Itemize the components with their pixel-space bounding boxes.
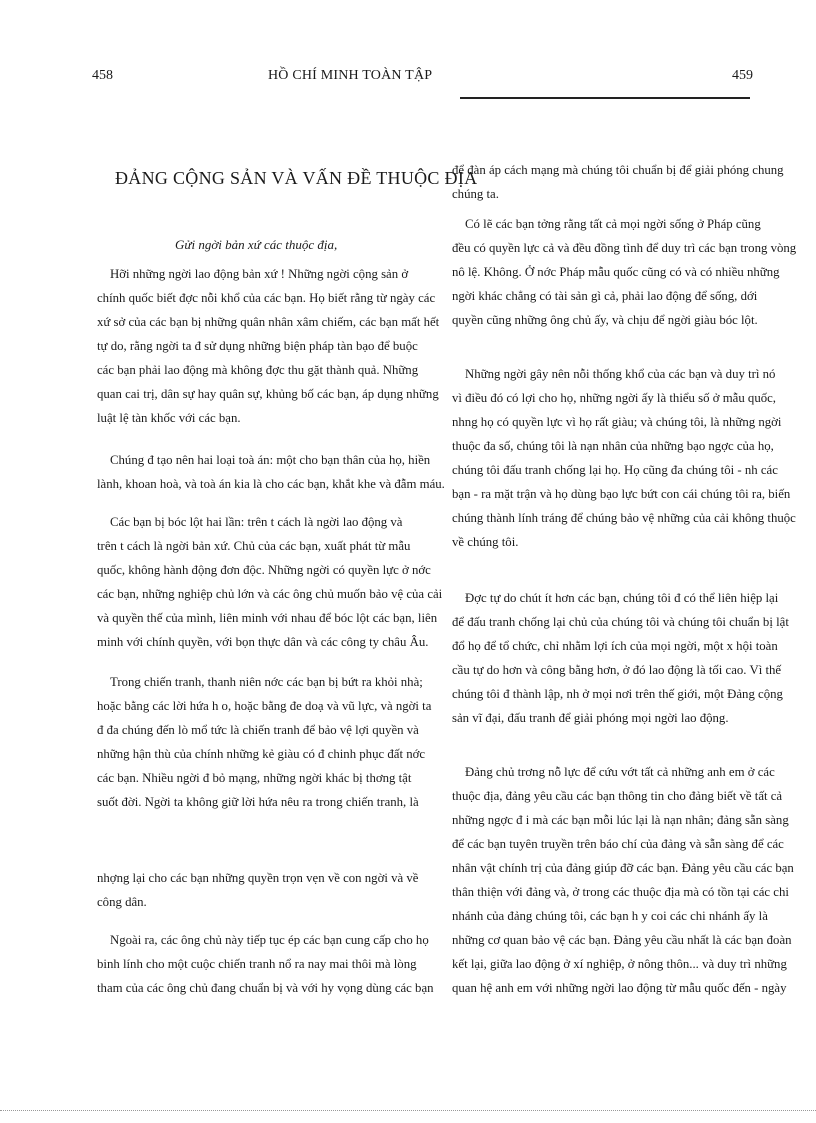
- text-line: sản vĩ đại, đấu tranh để giải phóng mọi ngời lao động.: [452, 711, 729, 725]
- text-line: các bạn phải lao động mà không đợc thu gặt thành quả. Những: [97, 363, 419, 377]
- text-line: các bạn, những nghiệp chủ lớn và các ông chủ muốn bảo vệ của cải: [97, 587, 443, 601]
- text-line: ngời khác chẳng có tài sản gì cả, phải lao động để sống, dới: [452, 289, 758, 303]
- text-line: nô lệ. Không. Ở nớc Pháp mẫu quốc cũng có và có nhiều những: [452, 265, 780, 279]
- paragraph: [97, 448, 445, 496]
- paragraph: [452, 158, 784, 206]
- text-line: Các bạn bị bóc lột hai lần: trên t cách là ngời lao động và: [110, 515, 403, 529]
- text-line: Hỡi những ngời lao động bản xứ ! Những ngời cộng sản ở: [110, 267, 409, 281]
- text-line: nhợng lại cho các bạn những quyền trọn vẹn về con ngời và về: [97, 871, 419, 885]
- text-line: hoặc bằng các lời hứa h o, hoặc bằng đe doạ và vũ lực, và ngời ta: [97, 699, 432, 713]
- text-line: công dân.: [97, 895, 147, 909]
- text-line: đều có quyền lực cả và đều đồng tình để duy trì các bạn trong vòng: [452, 241, 797, 255]
- text-line: thuộc địa, đảng yêu cầu các bạn thông tin cho đảng biết về tất cả: [452, 789, 783, 803]
- paragraph: [452, 760, 794, 1000]
- bottom-dotted-edge: [0, 1110, 816, 1112]
- text-line: Chúng đ tạo nên hai loại toà án: một cho bạn thân của họ, hiền: [110, 453, 431, 467]
- text-line: quan hệ anh em với những ngời lao động từ mẫu quốc đến - ngày: [452, 981, 787, 995]
- text-line: chính quốc biết đợc nỗi khổ của các bạn. Họ biết rằng từ ngày các: [97, 291, 436, 305]
- text-line: binh lính cho một cuộc chiến tranh nổ ra nay mai thôi mà lòng: [97, 957, 417, 971]
- text-line: thuộc đa số, chúng tôi là nạn nhân của những bạo ngợc của họ,: [452, 439, 774, 453]
- paragraph: [452, 362, 796, 554]
- text-line: những cơ quan bảo vệ các bạn. Đảng yêu cầu nhất là các bạn đoàn: [452, 933, 792, 947]
- text-line: quốc, không hành động đơn độc. Những ngời có quyền lực ở nớc: [97, 563, 431, 577]
- text-line: Trong chiến tranh, thanh niên nớc các bạn bị bứt ra khỏi nhà;: [110, 675, 423, 689]
- text-line: nhng họ có quyền lực vì họ rất giàu; và chúng tôi, là những ngời: [452, 415, 782, 429]
- paragraph: [452, 212, 797, 332]
- text-line: Đảng chủ trơng nỗ lực để cứu vớt tất cả những anh em ở các: [465, 765, 775, 779]
- text-line: suốt đời. Ngời ta không giữ lời hứa nêu ra trong chiến tranh, là: [97, 795, 419, 809]
- text-line: luật lệ tàn khốc với các bạn.: [97, 411, 241, 425]
- running-title: HỒ CHÍ MINH TOÀN TẬP: [268, 68, 433, 83]
- text-line: quan cai trị, dân sự hay quân sự, khủng bố các bạn, áp dụng những: [97, 387, 439, 401]
- paragraph: [97, 510, 443, 654]
- text-line: trên t cách là ngời bản xứ. Chủ của các bạn, xuất phát từ mẫu: [97, 539, 411, 553]
- text-line: đổ họ để tổ chức, chỉ nhằm lợi ích của mọi ngời, một x hội toàn: [452, 639, 778, 653]
- article-title: ĐẢNG CỘNG SẢN VÀ VẤN ĐỀ THUỘC ĐỊA: [115, 168, 478, 188]
- paragraph: [97, 928, 434, 1000]
- text-line: Những ngời gây nên nỗi thống khổ của các bạn và duy trì nó: [465, 367, 776, 381]
- text-line: đ đa chúng đến lò mổ tức là chiến tranh để bảo vệ lợi quyền và: [97, 723, 419, 737]
- text-line: những ngợc đ i mà các bạn mỗi lúc lại là nạn nhân; đảng sẵn sàng: [452, 813, 789, 827]
- page-number-right: 459: [732, 68, 753, 83]
- text-line: vì điều đó có lợi cho họ, những ngời ấy là thiểu số ở mẫu quốc,: [452, 391, 777, 405]
- text-line: chúng tôi đ thành lập, nh ở mọi nơi trên thế giới, một Đảng cộng: [452, 687, 783, 701]
- text-line: những hận thù của chính những kẻ giàu có đ chinh phục đất nớc: [97, 747, 426, 761]
- text-line: các bạn. Nhiều ngời đ bỏ mạng, những ngời khác bị thơng tật: [97, 771, 412, 785]
- text-line: chúng thành lính tráng để chúng bảo vệ những của cải không thuộc: [452, 511, 796, 525]
- text-line: Có lẽ các bạn tởng rằng tất cả mọi ngời sống ở Pháp cũng: [465, 217, 761, 231]
- text-line: để đấu tranh chống lại chủ của chúng tôi và chúng tôi chuẩn bị lật: [452, 615, 789, 629]
- text-line: thân thiện với đảng và, ở trong các thuộc địa mà có tồn tại các chi: [452, 885, 789, 899]
- text-line: và quyền thế của mình, liên minh với nhau để bóc lột các bạn, liên: [97, 611, 438, 625]
- text-line: bạn - ra mặt trận và họ dùng bạo lực bứt con cái chúng tôi ra, biến: [452, 487, 791, 501]
- text-line: Ngoài ra, các ông chủ này tiếp tục ép các bạn cung cấp cho họ: [110, 933, 429, 947]
- page-number-left: 458: [92, 68, 113, 83]
- header-rule: [460, 97, 750, 99]
- text-line: nhân vật chính trị của đảng giúp đỡ các bạn. Đảng yêu cầu các bạn: [452, 861, 794, 875]
- text-line: về chúng tôi.: [452, 535, 519, 549]
- salutation: Gửi ngời bản xứ các thuộc địa,: [175, 237, 338, 252]
- text-line: minh với chính quyền, với bọn thực dân và các công ty châu Âu.: [97, 635, 429, 649]
- text-line: để các bạn tuyên truyền trên báo chí của đảng và sẵn sàng để các: [452, 837, 784, 851]
- text-line: tham của các ông chủ đang chuẩn bị và với hy vọng dùng các bạn: [97, 981, 434, 995]
- paragraph: [452, 586, 789, 730]
- text-line: chúng tôi đấu tranh chống lại họ. Họ cũng đa chúng tôi - nh các: [452, 463, 778, 477]
- paragraph: [97, 670, 432, 814]
- text-line: cầu tự do hơn và công bằng hơn, ở đó lao động là tối cao. Vì thế: [452, 663, 782, 677]
- paragraph: [97, 866, 419, 914]
- text-line: xứ sở của các bạn bị những quân nhân xâm chiếm, các bạn mất hết: [97, 315, 440, 329]
- text-line: để đàn áp cách mạng mà chúng tôi chuẩn bị để giải phóng chung: [452, 163, 784, 177]
- text-line: lành, khoan hoà, và toà án kia là cho các bạn, khắt khe và đẫm máu.: [97, 477, 445, 491]
- text-line: nhánh của đảng chúng tôi, các bạn h y coi các chi nhánh ấy là: [452, 909, 768, 923]
- paragraph: [97, 262, 440, 430]
- text-line: kết lại, giữa lao động ở xí nghiệp, ở nông thôn... và duy trì những: [452, 957, 787, 971]
- text-line: chúng ta.: [452, 187, 499, 201]
- text-line: tự do, rằng ngời ta đ sử dụng những biện pháp tàn bạo để buộc: [97, 339, 418, 353]
- text-line: quyền cũng những ông chủ ấy, và chịu để ngời giàu bóc lột.: [452, 313, 758, 327]
- text-line: Đợc tự do chút ít hơn các bạn, chúng tôi đ có thể liên hiệp lại: [465, 591, 779, 605]
